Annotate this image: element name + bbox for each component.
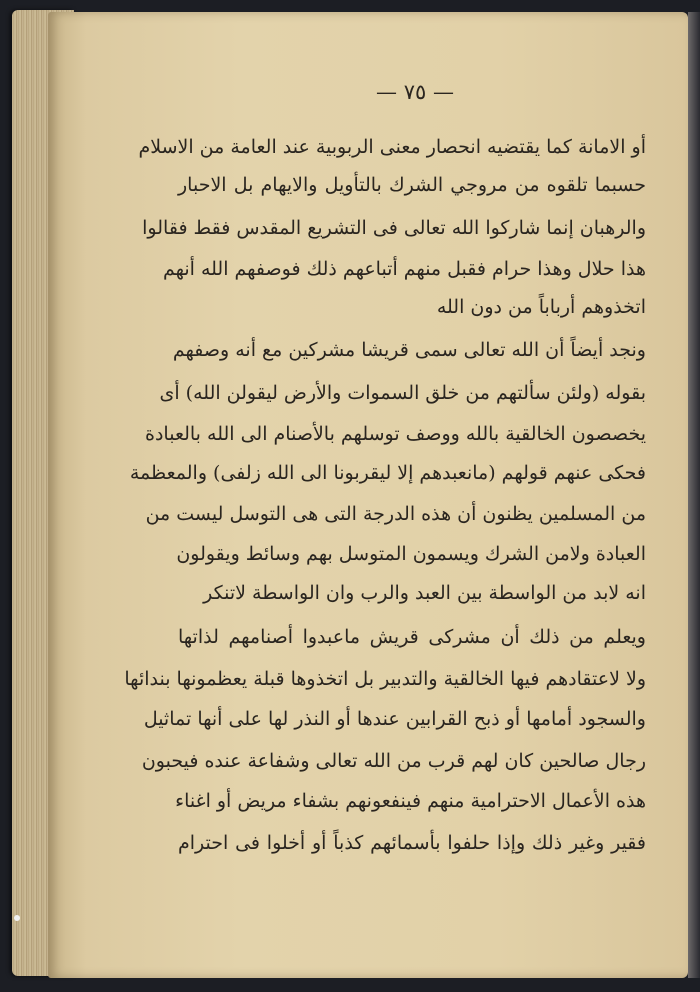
text-line: يخصصون الخالقية بالله ووصف توسلهم بالأصنام الى الله بالعبادة: [145, 423, 646, 445]
text-line: هذه الأعمال الاحترامية منهم فينفعونهم بشفاء مريض أو اغناء: [175, 790, 646, 812]
page-number: — ٧٥ —: [376, 80, 454, 104]
scan-speck: [14, 915, 20, 921]
text-line: بقوله (ولئن سألتهم من خلق السموات والأرض ليقولن الله) أى: [159, 382, 646, 404]
text-line: أو الامانة كما يقتضيه انحصار معنى الربوبية عند العامة من الاسلام: [138, 136, 646, 158]
text-line: والرهبان إنما شاركوا الله تعالى فى التشريع المقدس فقط فقالوا: [142, 217, 646, 239]
text-line: والسجود أمامها أو ذبح القرابين عندها أو النذر لها على أنها تماثيل: [143, 708, 646, 730]
text-line: العبادة ولامن الشرك ويسمون المتوسل بهم وسائط ويقولون: [176, 543, 646, 565]
text-line: هذا حلال وهذا حرام فقبل منهم أتباعهم ذلك فوصفهم الله أنهم: [162, 258, 646, 280]
text-line: رجال صالحين كان لهم قرب من الله تعالى وشفاعة عنده فيحبون: [141, 750, 646, 772]
text-line: ويعلم من ذلك أن مشركى قريش ماعبدوا أصنامهم لذاتها: [178, 626, 646, 648]
text-line: اتخذوهم أرباباً من دون الله: [436, 296, 646, 318]
text-line: انه لابد من الواسطة بين العبد والرب وان الواسطة لاتنكر: [203, 582, 646, 604]
scanner-border: [688, 12, 700, 978]
text-line: حسبما تلقوه من مروجي الشرك بالتأويل والايهام بل الاحبار: [178, 174, 646, 196]
text-line: فحكى عنهم قولهم (مانعبدهم إلا ليقربونا الى الله زلفى) والمعظمة: [129, 462, 646, 484]
text-line: ولا لاعتقادهم فيها الخالقية والتدبير بل اتخذوها قبلة يعظمونها بندائها: [124, 668, 646, 690]
text-line: ونجد أيضاً أن الله تعالى سمى قريشا مشركين مع أنه وصفهم: [172, 339, 646, 361]
text-line: من المسلمين يظنون أن هذه الدرجة التى هى التوسل ليست من: [145, 503, 646, 525]
text-line: فقير وغير ذلك وإذا حلفوا بأسمائهم كذباً أو أخلوا فى احترام: [178, 832, 647, 854]
